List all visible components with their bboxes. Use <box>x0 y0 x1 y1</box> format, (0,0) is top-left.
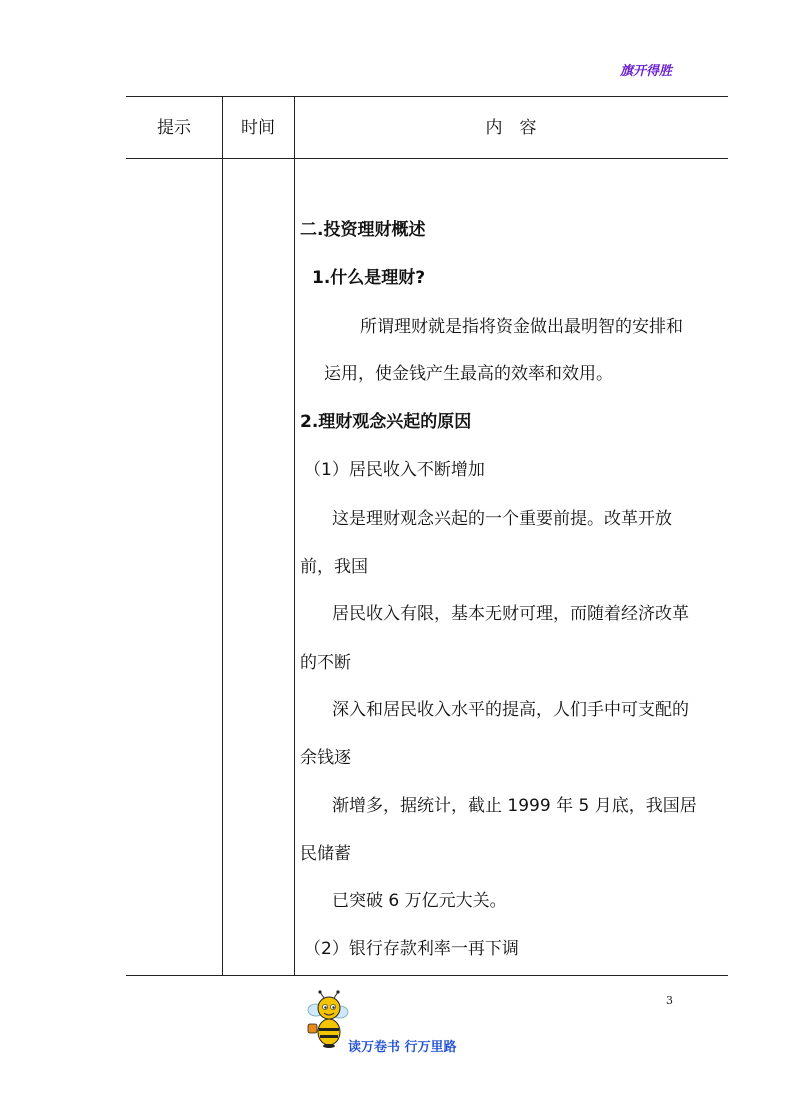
paragraph-line: 渐增多，据统计，截止 1999 年 5 月底，我国居 <box>332 796 697 816</box>
footer-slogan: 读万卷书 行万里路 <box>348 1040 457 1055</box>
column-header-content: 内 容 <box>485 118 537 138</box>
subheading-reasons: 2.理财观念兴起的原因 <box>300 412 472 432</box>
column-header-hint: 提示 <box>157 118 191 138</box>
paragraph-line: 已突破 6 万亿元大关。 <box>332 891 507 911</box>
paragraph-line: 深入和居民收入水平的提高，人们手中可支配的 <box>332 700 689 720</box>
table-top-border <box>126 96 728 97</box>
paragraph-line: 民储蓄 <box>300 844 351 864</box>
table-header-divider <box>126 158 728 159</box>
column-header-time: 时间 <box>241 118 275 138</box>
column-divider-1 <box>222 96 223 976</box>
section-heading: 二.投资理财概述 <box>300 220 426 240</box>
list-item-heading: （2）银行存款利率一再下调 <box>304 939 519 959</box>
table-bottom-border <box>126 975 728 976</box>
paragraph-line: 所谓理财就是指将资金做出最明智的安排和 <box>360 317 683 337</box>
paragraph-line: 余钱逐 <box>300 748 351 768</box>
bee-mascot-icon <box>302 990 354 1050</box>
paragraph-line: 运用，使金钱产生最高的效率和效用。 <box>324 364 613 384</box>
subheading-what-is-finance: 1.什么是理财? <box>312 268 426 288</box>
paragraph-line: 的不断 <box>300 653 351 673</box>
page-number: 3 <box>666 994 673 1007</box>
list-item-heading: （1）居民收入不断增加 <box>304 460 485 480</box>
header-motto: 旗开得胜 <box>620 64 673 79</box>
paragraph-line: 居民收入有限，基本无财可理，而随着经济改革 <box>332 604 689 624</box>
paragraph-line: 这是理财观念兴起的一个重要前提。改革开放 <box>332 509 672 529</box>
paragraph-line: 前，我国 <box>300 557 368 577</box>
column-divider-2 <box>294 96 295 976</box>
